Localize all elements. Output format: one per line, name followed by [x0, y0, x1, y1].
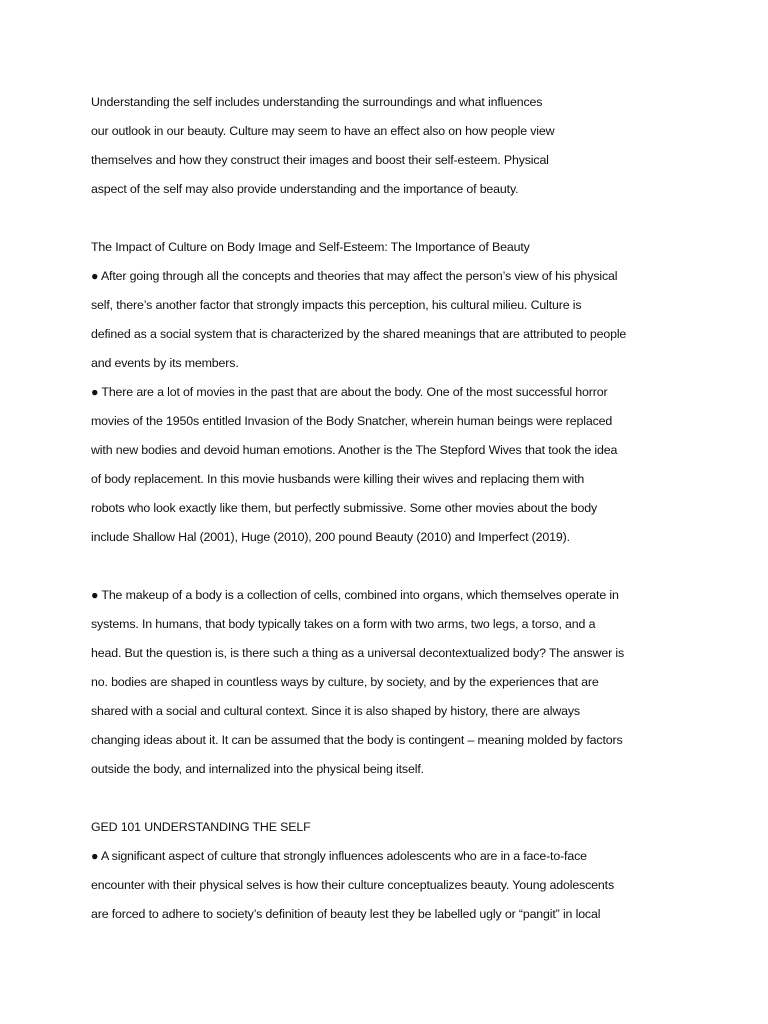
bullet-3-line-4: no. bodies are shaped in countless ways by culture, by society, and by the experiences that are: [91, 675, 599, 689]
intro-line-3: themselves and how they construct their images and boost their self-esteem. Physical: [91, 153, 549, 167]
bullet-1-line-4: and events by its members.: [91, 356, 239, 370]
bullet-3-line-1: ● The makeup of a body is a collection of cells, combined into organs, which themselves operate in: [91, 588, 619, 602]
bullet-2-line-2: movies of the 1950s entitled Invasion of the Body Snatcher, wherein human beings were replaced: [91, 414, 613, 428]
intro-line-2: our outlook in our beauty. Culture may seem to have an effect also on how people view: [91, 124, 555, 138]
bullet-1-line-2: self, there’s another factor that strongly impacts this perception, his cultural milieu. Culture is: [91, 298, 582, 312]
bullet-2-line-5: robots who look exactly like them, but perfectly submissive. Some other movies about the body: [91, 501, 598, 515]
bullet-2-line-3: with new bodies and devoid human emotions. Another is the The Stepford Wives that took the idea: [91, 443, 618, 457]
bullet-2-line-1: ● There are a lot of movies in the past that are about the body. One of the most successful horror: [91, 385, 608, 399]
bullet-1-line-1: ● After going through all the concepts and theories that may affect the person’s view of his physical: [91, 269, 618, 283]
intro-line-1: Understanding the self includes understanding the surroundings and what influences: [91, 95, 543, 109]
bullet-3-line-5: shared with a social and cultural context. Since it is also shaped by history, there are always: [91, 704, 580, 718]
bullet-4-line-1: ● A significant aspect of culture that strongly influences adolescents who are in a face-to-face: [91, 849, 587, 863]
bullet-3-line-7: outside the body, and internalized into the physical being itself.: [91, 762, 424, 776]
section-heading-ged-101: GED 101 UNDERSTANDING THE SELF: [91, 820, 311, 834]
bullet-1-line-3: defined as a social system that is characterized by the shared meanings that are attributed to people: [91, 327, 627, 341]
bullet-3-line-2: systems. In humans, that body typically takes on a form with two arms, two legs, a torso, and a: [91, 617, 596, 631]
section-heading-impact-of-culture: The Impact of Culture on Body Image and Self-Esteem: The Importance of Beauty: [91, 240, 530, 254]
bullet-2-line-6: include Shallow Hal (2001), Huge (2010), 200 pound Beauty (2010) and Imperfect (2019).: [91, 530, 570, 544]
intro-line-4: aspect of the self may also provide understanding and the importance of beauty.: [91, 182, 519, 196]
bullet-3-line-6: changing ideas about it. It can be assumed that the body is contingent – meaning molded by factors: [91, 733, 623, 747]
bullet-2-line-4: of body replacement. In this movie husbands were killing their wives and replacing them with: [91, 472, 585, 486]
bullet-4-line-2: encounter with their physical selves is how their culture conceptualizes beauty. Young adolescents: [91, 878, 615, 892]
bullet-3-line-3: head. But the question is, is there such a thing as a universal decontextualized body? The answer is: [91, 646, 625, 660]
bullet-4-line-3: are forced to adhere to society’s definition of beauty lest they be labelled ugly or “pangit” in local: [91, 907, 601, 921]
